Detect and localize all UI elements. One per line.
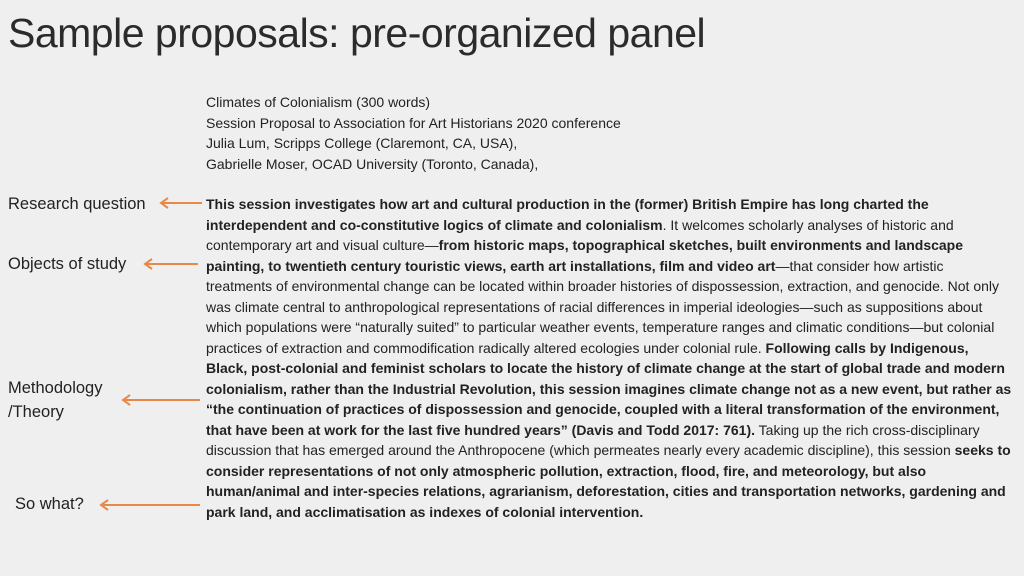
arrow-methodology-icon xyxy=(120,393,202,407)
proposal-title-line: Climates of Colonialism (300 words) xyxy=(206,94,431,110)
abstract-text: Taking up the rich cross-disciplinary discussion that has emerged around the Anthropocene (which permeates nearly every academic discipline), this session xyxy=(206,421,980,458)
abstract-text: —that consider how artistic treatments of environmental change can be located within broader histories of dispossession, extraction, and genocide. Not only was climate central to anthropological representations of racial differences in imperial ideologies—such as suppositions about which populations were “naturally suited” to particular weather events, temperature ranges and climatic conditions—but colonial practices of extraction and commodification radically altered ecologies under colonial rule. xyxy=(206,257,1000,356)
proposal-author-1: Julia Lum, Scripps College (Claremont, CA, USA), xyxy=(206,135,518,151)
abstract-text: . It welcomes scholarly analyses of historic and contemporary art and visual culture— xyxy=(206,216,954,253)
label-theory: /Theory xyxy=(8,403,64,421)
arrow-research-question-icon xyxy=(158,196,204,210)
research-question-text: This session investigates how art and cultural production in the (former) British Empire has long charted the interdependent and co-constitutive logics of climate and colonialism xyxy=(206,196,929,233)
label-so-what: So what? xyxy=(15,495,84,513)
proposal-header xyxy=(206,92,621,174)
objects-of-study-text: from historic maps, topographical sketches, built environments and landscape painting, to twentieth century touristic views, earth art installations, film and video art xyxy=(206,237,964,274)
label-objects-of-study: Objects of study xyxy=(8,255,127,273)
so-what-text: seeks to consider representations of not only atmospheric pollution, extraction, flood, fire, and meteorology, but also human/animal and inter-species relations, agrarianism, deforestation, cities and transportation networks, gardening and park land, and acclimatisation as indexes of colonial intervention. xyxy=(206,442,1011,520)
arrow-objects-of-study-icon xyxy=(142,257,200,271)
label-methodology: Methodology xyxy=(8,379,103,397)
slide-title: Sample proposals: pre-organized panel xyxy=(8,10,706,56)
proposal-conference-line: Session Proposal to Association for Art Historians 2020 conference xyxy=(206,114,621,131)
proposal-abstract xyxy=(206,194,1012,522)
label-research-question: Research question xyxy=(8,195,146,213)
methodology-text: Following calls by Indigenous, Black, post-colonial and feminist scholars to locate the history of climate change at the start of global trade and modern colonialism, rather than the Industrial Revolution, this session imagines climate change not as a new event, but rather as “the continuation of practices of dispossession and genocide, coupled with a literal transformation of the environment, that have been at work for the last five hundred years” (Davis and Todd 2017: 761). xyxy=(206,339,1012,438)
proposal-author-2: Gabrielle Moser, OCAD University (Toronto, Canada), xyxy=(206,155,539,172)
arrow-so-what-icon xyxy=(98,498,202,512)
